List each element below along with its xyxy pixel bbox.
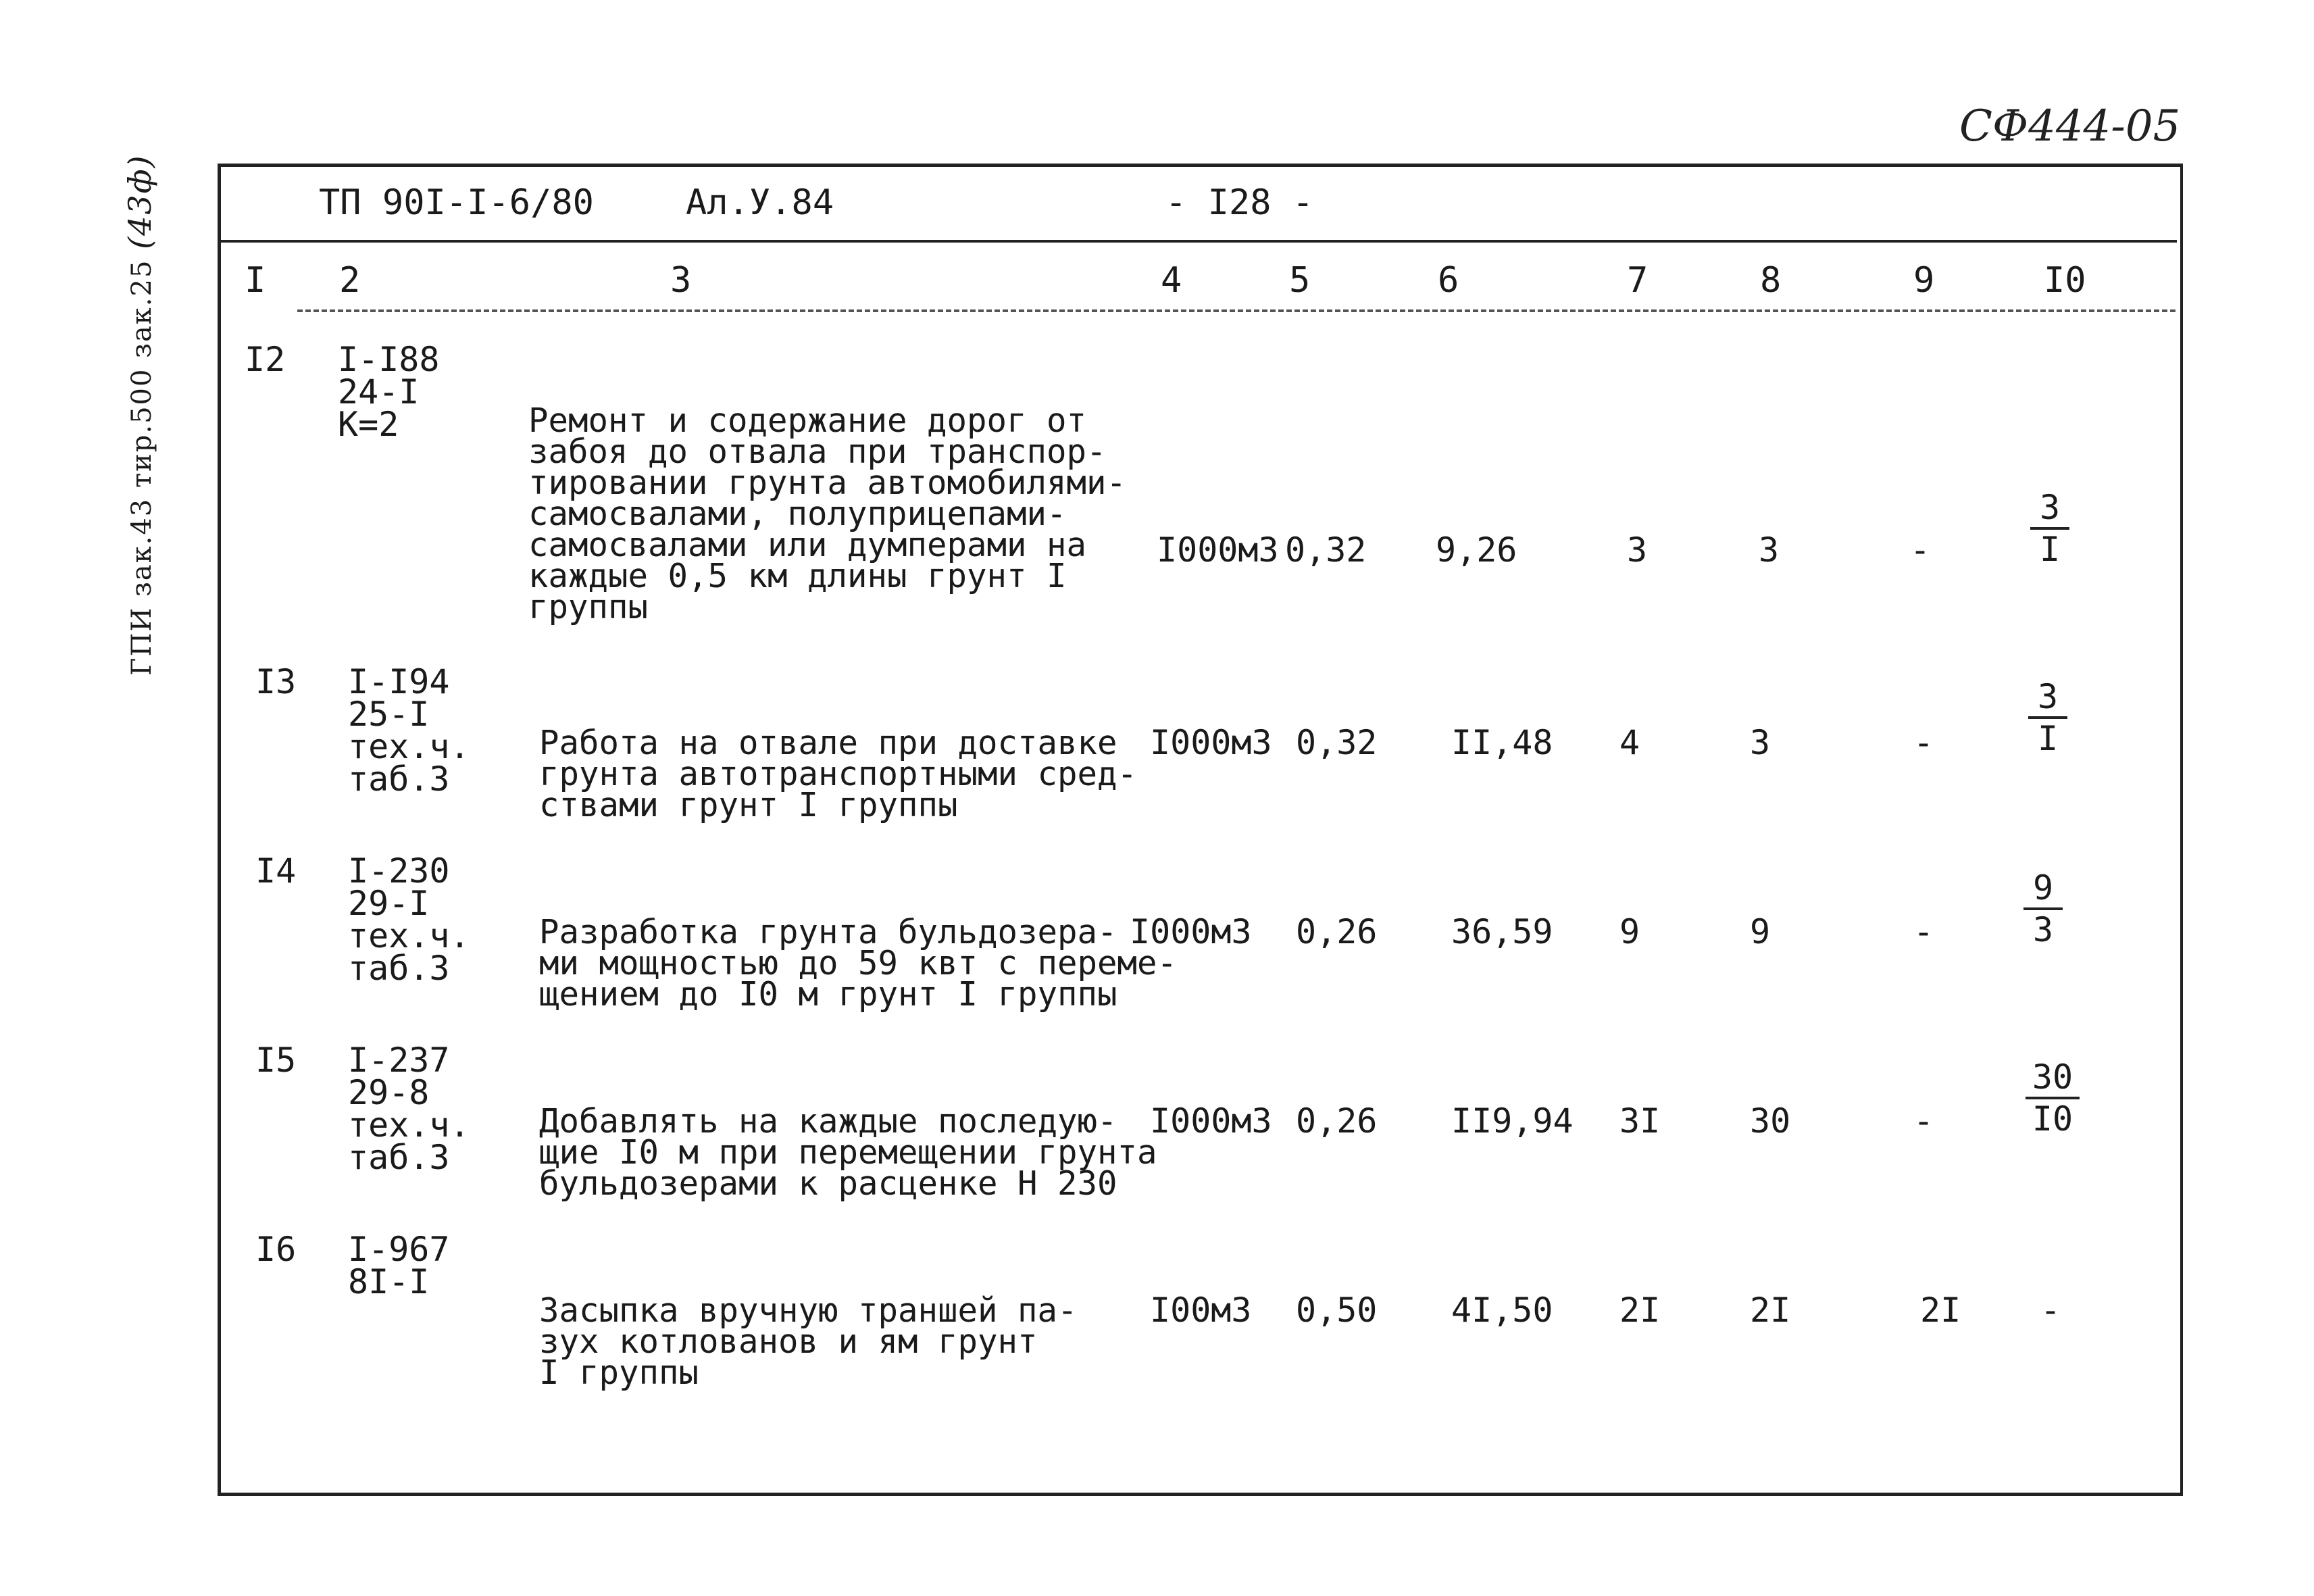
col-10-fraction: $\frac{3}{I}$ [2030, 488, 2069, 569]
unit: I00м3 [1150, 1291, 1252, 1330]
page-number: - I28 - [1165, 182, 1314, 223]
work-description: Добавлять на каждые последую- щие I0 м при перемещении грунта бульдозерами к расценке Н 230 [539, 1102, 1157, 1203]
col-5-value: 0,26 [1296, 912, 1378, 951]
col-5-value: 0,32 [1296, 723, 1378, 762]
rate-code: I-230 29-I тех.ч. таб.3 [348, 851, 470, 988]
col-header-4: 4 [1161, 260, 1182, 301]
doc-code: ТП 90I-I-6/80 [319, 182, 594, 223]
col-8-value: 30 [1750, 1101, 1791, 1141]
col-header-1: I [245, 260, 266, 301]
col-header-9: 9 [1913, 260, 1935, 301]
album-number: Ал.У.84 [686, 182, 834, 223]
unit: I000м3 [1150, 723, 1272, 762]
row-number: I6 [255, 1230, 297, 1269]
row-number: I5 [255, 1041, 297, 1080]
side-stamp [122, 154, 158, 676]
unit: I000м3 [1157, 530, 1279, 570]
col-header-8: 8 [1760, 260, 1782, 301]
row-number: I3 [255, 662, 297, 701]
col-7-value: 9 [1619, 912, 1640, 951]
side-stamp-extra: (43ф) [122, 154, 158, 249]
work-description: Засыпка вручную траншей па- зух котлованов и ям грунт I группы [539, 1291, 1078, 1392]
column-header-divider [297, 309, 2175, 312]
col-7-value: 3I [1619, 1101, 1661, 1141]
col-6-value: 9,26 [1436, 530, 1517, 570]
row-number: I4 [255, 851, 297, 891]
row-number: I2 [245, 340, 286, 379]
col-9-value: - [1913, 912, 1934, 951]
header-divider [221, 240, 2177, 243]
rate-code: I-I94 25-I тех.ч. таб.3 [348, 662, 470, 799]
col-header-6: 6 [1438, 260, 1459, 301]
col-10-fraction: $\frac{30}{I0}$ [2026, 1057, 2080, 1139]
col-9-value: - [1913, 723, 1934, 762]
col-10-value: - [2040, 1291, 2061, 1330]
col-8-value: 3 [1750, 723, 1771, 762]
col-header-2: 2 [339, 260, 361, 301]
col-9-value: - [1913, 1101, 1934, 1141]
col-8-value: 3 [1759, 530, 1780, 570]
rate-code: I-967 8I-I [348, 1230, 450, 1301]
col-6-value: II,48 [1451, 723, 1553, 762]
col-8-value: 2I [1750, 1291, 1791, 1330]
col-header-3: 3 [670, 260, 692, 301]
unit: I000м3 [1150, 1101, 1272, 1141]
work-description: Ремонт и содержание дорог от забоя до отвала при транспор- тировании грунта автомобилями- самосвалами, полуприцепами- самосвалами или думперами на каждые 0,5 км длины грунт I группы [528, 401, 1127, 626]
col-6-value: 36,59 [1451, 912, 1553, 951]
work-description: Разработка грунта бульдозера- ми мощностью до 59 квт с переме- щением до I0 м грунт I группы [539, 913, 1178, 1014]
col-5-value: 0,32 [1285, 530, 1367, 570]
col-7-value: 3 [1627, 530, 1648, 570]
col-10-fraction: $\frac{9}{3}$ [2023, 868, 2063, 949]
col-9-value: - [1910, 530, 1931, 570]
col-header-5: 5 [1289, 260, 1311, 301]
col-header-7: 7 [1627, 260, 1649, 301]
col-7-value: 2I [1619, 1291, 1661, 1330]
side-stamp-org: ГПИ [126, 606, 157, 676]
side-stamp-order: зак.43 тир.500 зак.25 [126, 259, 157, 597]
corner-code: СФ444-05 [1959, 101, 2181, 151]
rate-code: I-237 29-8 тех.ч. таб.3 [348, 1041, 470, 1177]
col-header-10: I0 [2044, 260, 2086, 301]
col-8-value: 9 [1750, 912, 1771, 951]
work-description: Работа на отвале при доставке грунта автотранспортными сред- ствами грунт I группы [539, 724, 1138, 824]
col-10-fraction: $\frac{3}{I}$ [2028, 677, 2067, 758]
col-6-value: 4I,50 [1451, 1291, 1553, 1330]
rate-code: I-I88 24-I К=2 [338, 340, 440, 444]
col-7-value: 4 [1619, 723, 1640, 762]
col-6-value: II9,94 [1451, 1101, 1574, 1141]
col-9-value: 2I [1920, 1291, 1961, 1330]
col-5-value: 0,26 [1296, 1101, 1378, 1141]
unit: I000м3 [1130, 912, 1252, 951]
col-5-value: 0,50 [1296, 1291, 1378, 1330]
